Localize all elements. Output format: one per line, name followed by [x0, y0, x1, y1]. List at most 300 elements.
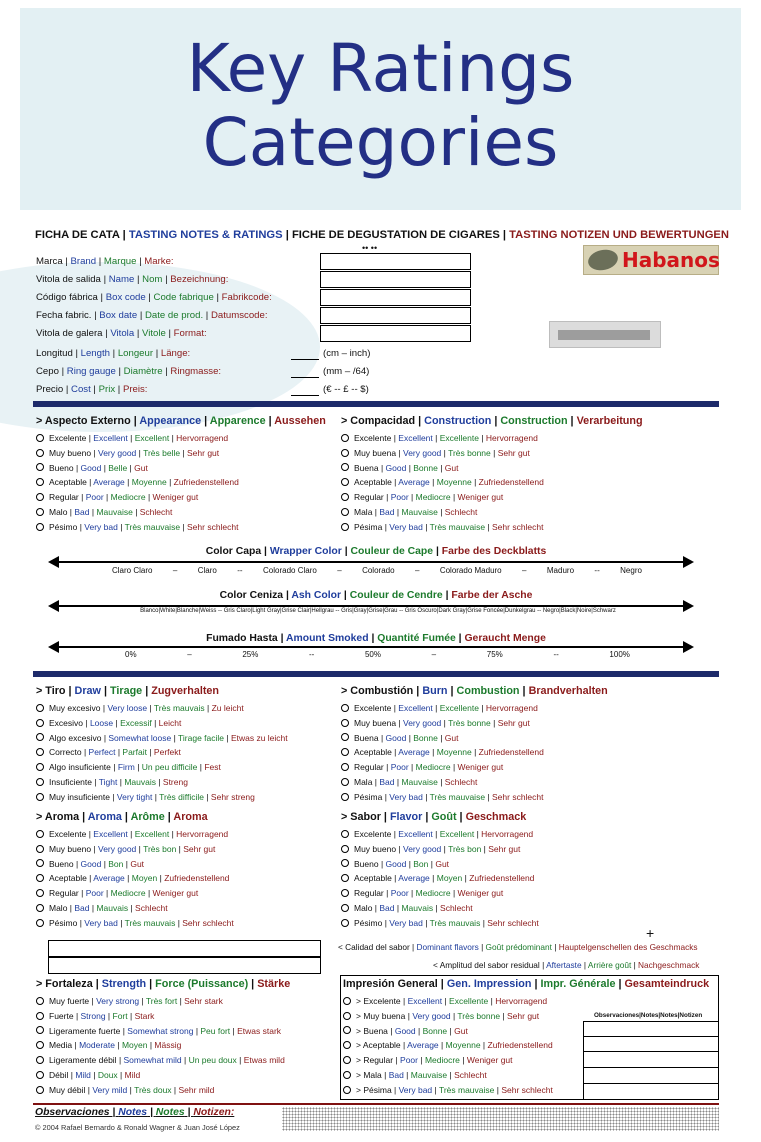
option-es: Débil	[49, 1069, 69, 1080]
option-en: Very bad	[84, 917, 118, 928]
radio-button[interactable]	[36, 763, 44, 771]
field-label-de: Fabrikcode:	[221, 292, 272, 303]
dominant-es: < Calidad del sabor	[338, 942, 410, 952]
strength-option[interactable]: Fuerte | Strong | Fort | Stark	[36, 1009, 336, 1024]
appearance-option[interactable]: Muy bueno | Very good | Très belle | Sehr gut	[36, 446, 336, 461]
construction-option[interactable]: Pésima | Very bad | Très mauvaise | Sehr schlecht	[341, 520, 721, 535]
option-es: Pésimo	[354, 917, 383, 928]
radio-button[interactable]	[341, 874, 349, 882]
general-option[interactable]: > Muy buena | Very good | Très bonne | Sehr gut	[343, 1009, 583, 1024]
option-fr: Très bon	[448, 843, 482, 854]
radio-button[interactable]	[36, 523, 44, 531]
radio-button[interactable]	[341, 748, 349, 756]
option-en: Very good	[412, 1010, 451, 1021]
strength-option[interactable]: Muy fuerte | Very strong | Très fort | Sehr stark	[36, 994, 336, 1009]
strength-option[interactable]: Media | Moderate | Moyen | Mässig	[36, 1038, 336, 1053]
field-label-de: Datumscode:	[210, 310, 268, 321]
option-de: Hervorragend	[481, 829, 534, 839]
smoked-title-es: Fumado Hasta	[206, 633, 278, 644]
option-en: Strong	[80, 1010, 106, 1021]
radio-button[interactable]	[36, 434, 44, 442]
wrapper-scale-label: Negro	[620, 566, 642, 575]
option-de: Schlecht	[139, 506, 173, 517]
aftertaste-es: < Amplitud del sabor residual	[433, 960, 540, 970]
flavor-option[interactable]: Malo | Bad | Mauvais | Schlecht	[341, 901, 721, 916]
construction-option[interactable]: Aceptable | Average | Moyenne | Zufriedenstellend	[341, 475, 721, 490]
field-input-4[interactable]	[320, 325, 471, 342]
option-fr: Belle	[108, 462, 128, 473]
field-label-en: Box code	[105, 292, 146, 303]
option-es: Muy excesivo	[49, 703, 101, 713]
option-fr: Très mauvais	[429, 917, 481, 928]
flavor-option[interactable]: Pésimo | Very bad | Très mauvais | Sehr schlecht	[341, 916, 721, 931]
notes-line-4	[583, 1083, 719, 1084]
field-input-1[interactable]	[320, 271, 471, 288]
option-es: Algo insuficiente	[49, 762, 111, 773]
option-en: Mild	[75, 1069, 91, 1080]
header-en: TASTING NOTES & RATINGS	[128, 229, 283, 241]
draw-option[interactable]: Algo insuficiente | Firm | Un peu difficile | Fest	[36, 760, 336, 775]
radio-button[interactable]	[341, 889, 349, 897]
radio-button[interactable]	[341, 778, 349, 786]
option-de: Zufriedenstellend	[469, 873, 535, 884]
radio-button[interactable]	[36, 874, 44, 882]
radio-button[interactable]	[341, 919, 349, 927]
radio-button[interactable]	[36, 793, 44, 801]
option-en: Average	[407, 1040, 439, 1051]
radio-button[interactable]	[341, 449, 349, 457]
measure-input-1[interactable]	[283, 366, 369, 378]
measure-input-2[interactable]	[283, 384, 369, 396]
aroma-option[interactable]: Malo | Bad | Mauvais | Schlecht	[36, 901, 336, 916]
radio-button[interactable]	[343, 1026, 351, 1034]
radio-button[interactable]	[341, 763, 349, 771]
field-label-es: Fecha fabric.	[36, 310, 92, 321]
option-en: Excellent	[398, 829, 433, 839]
flavor-option[interactable]: Bueno | Good | Bon | Gut	[341, 857, 721, 872]
appearance-option[interactable]: Pésimo | Very bad | Très mauvaise | Sehr schlecht	[36, 520, 336, 535]
radio-button[interactable]	[36, 748, 44, 756]
general-option[interactable]: > Aceptable | Average | Moyenne | Zufriedenstellend	[343, 1038, 583, 1053]
option-es: Aceptable	[49, 873, 87, 884]
draw-title-en: Draw	[74, 685, 101, 697]
appearance-title: > Aspecto Externo | Appearance | Apparence | Aussehen	[36, 415, 326, 427]
strength-option[interactable]: Muy débil | Very mild | Très doux | Sehr mild	[36, 1083, 336, 1098]
option-fr: Excellent	[134, 433, 170, 443]
option-de: Perfekt	[153, 747, 181, 758]
option-fr: Très bonne	[448, 717, 491, 728]
radio-button[interactable]	[341, 704, 349, 712]
option-fr: Bon	[413, 858, 429, 869]
general-option[interactable]: > Pésima | Very bad | Très mauvaise | Sehr schlecht	[343, 1083, 583, 1098]
option-de: Gut	[444, 462, 459, 473]
ash-color-scale: Blanco|White|Blanche|Weiss -- Gris Claro|Light Gray|Grise Clair|Hellgrau -- Gris|Gray|Grise|Grau -- Gris Oscuro|Dark Gray|Grise Foncée|Dunkelgrau -- Negro|Black|Noire|Schwarz	[140, 608, 616, 614]
measure-blank-line[interactable]	[291, 348, 319, 360]
radio-button[interactable]	[343, 1041, 351, 1049]
radio-button[interactable]	[36, 1071, 44, 1079]
option-de: Weniger gut	[466, 1055, 513, 1066]
radio-button[interactable]	[36, 889, 44, 897]
strength-option[interactable]: Ligeramente fuerte | Somewhat strong | Peu fort | Etwas stark	[36, 1024, 336, 1039]
option-es: Regular	[49, 492, 79, 503]
copyright: © 2004 Rafael Bernardo & Ronald Wagner & Juan José López	[35, 1123, 240, 1132]
construction-title-fr: Construction	[500, 415, 568, 427]
field-label-es: Vitola de salida	[36, 274, 101, 285]
aroma-title-de: Aroma	[173, 811, 208, 823]
option-fr: Excellente	[449, 996, 489, 1006]
option-fr: Mauvaise	[410, 1069, 448, 1080]
wrapper-color-scale	[112, 566, 642, 575]
burn-option[interactable]: Excelente | Excellent | Excellente | Hervorragend	[341, 701, 721, 716]
smoked-arrow-right-icon	[683, 641, 694, 653]
aroma-section	[36, 811, 336, 931]
smoked-scale-label: --	[553, 650, 559, 659]
draw-option[interactable]: Algo excesivo | Somewhat loose | Tirage facile | Etwas zu leicht	[36, 731, 336, 746]
radio-button[interactable]	[36, 778, 44, 786]
radio-button[interactable]	[343, 1071, 351, 1079]
header-es: FICHA DE CATA	[35, 229, 120, 241]
observations-field[interactable]	[282, 1107, 719, 1131]
radio-button[interactable]	[343, 1056, 351, 1064]
radio-button[interactable]	[36, 919, 44, 927]
aroma-option[interactable]: Bueno | Good | Bon | Gut	[36, 857, 336, 872]
ash-title-fr: Couleur de Cendre	[349, 590, 443, 601]
draw-section	[36, 685, 336, 805]
smoked-title-de: Geraucht Menge	[464, 633, 546, 644]
option-en: Bad	[379, 902, 395, 913]
option-fr: Très mauvais	[124, 917, 176, 928]
draw-title-es: > Tiro	[36, 685, 66, 697]
option-en: Very bad	[398, 1084, 433, 1095]
measure-unit: (mm – /64)	[323, 366, 370, 377]
ash-title-en: Ash Color	[291, 590, 342, 601]
radio-button[interactable]	[341, 493, 349, 501]
option-fr: Mauvais	[401, 902, 434, 913]
option-en: Very bad	[84, 521, 118, 532]
cigar-band-inner	[558, 330, 650, 340]
appearance-option[interactable]: Aceptable | Average | Moyenne | Zufriedenstellend	[36, 475, 336, 490]
field-label-de: Bezeichnung:	[170, 274, 229, 285]
option-de: Sehr gut	[497, 717, 530, 728]
field-label-fr: Marque	[103, 256, 137, 267]
option-de: Etwas zu leicht	[230, 732, 288, 743]
wrapper-scale-label: Colorado	[362, 566, 395, 575]
field-input-0[interactable]	[320, 253, 471, 270]
field-label-fr: Date de prod.	[145, 310, 204, 321]
field-label-en: Name	[108, 274, 135, 285]
radio-button[interactable]	[36, 1012, 44, 1020]
option-fr: Doux	[97, 1069, 118, 1080]
measure-blank-line[interactable]	[291, 366, 319, 378]
option-es: > Regular	[356, 1055, 394, 1066]
appearance-option[interactable]: Malo | Bad | Mauvaise | Schlecht	[36, 505, 336, 520]
option-fr: Un peu difficile	[141, 762, 198, 773]
radio-button[interactable]	[36, 1041, 44, 1049]
option-es: Excesivo	[49, 717, 84, 728]
radio-button[interactable]	[36, 733, 44, 741]
option-en: Excellent	[398, 703, 433, 713]
aroma-option[interactable]: Regular | Poor | Mediocre | Weniger gut	[36, 886, 336, 901]
radio-button[interactable]	[36, 904, 44, 912]
radio-button[interactable]	[341, 733, 349, 741]
option-fr: Tirage facile	[178, 732, 224, 743]
burn-option[interactable]: Pésima | Very bad | Très mauvaise | Sehr schlecht	[341, 790, 721, 805]
burn-title-fr: Combustion	[456, 685, 520, 697]
radio-button[interactable]	[36, 463, 44, 471]
option-fr: Mauvais	[96, 902, 129, 913]
title-banner	[20, 8, 741, 210]
radio-button[interactable]	[343, 997, 351, 1005]
option-fr: Excellent	[439, 829, 475, 839]
radio-button[interactable]	[341, 845, 349, 853]
option-es: Mala	[354, 776, 373, 787]
option-fr: Mediocre	[415, 762, 451, 773]
option-fr: Mauvaise	[96, 506, 133, 517]
option-es: > Mala	[356, 1069, 382, 1080]
option-de: Zufriedenstellend	[478, 747, 544, 758]
option-fr: Parfait	[122, 747, 147, 758]
radio-button[interactable]	[341, 508, 349, 516]
option-fr: Mediocre	[110, 492, 146, 503]
option-de: Hervorragend	[495, 996, 548, 1006]
wrapper-arrow-line	[56, 561, 689, 563]
option-en: Tight	[98, 776, 118, 787]
smoked-arrow-line	[56, 646, 689, 648]
general-option[interactable]: > Excelente | Excellent | Excellente | Hervorragend	[343, 994, 583, 1009]
observations-rule	[33, 1103, 719, 1105]
measure-unit: (€ -- £ -- $)	[323, 384, 369, 395]
appearance-title-es: > Aspecto Externo	[36, 415, 131, 427]
measure-blank-line[interactable]	[291, 384, 319, 396]
construction-option[interactable]: Muy buena | Very good | Très bonne | Sehr gut	[341, 446, 721, 461]
radio-button[interactable]	[36, 478, 44, 486]
appearance-option[interactable]: Regular | Poor | Mediocre | Weniger gut	[36, 490, 336, 505]
aftertaste-field[interactable]	[48, 957, 321, 974]
option-es: Regular	[49, 888, 79, 899]
draw-option[interactable]: Insuficiente | Tight | Mauvais | Streng	[36, 775, 336, 790]
page-title-line-2: Categories	[202, 104, 559, 181]
general-notes-header: Observaciones|Notes|Notes|Notizen	[594, 1012, 703, 1019]
option-en: Very good	[403, 717, 442, 728]
option-fr: Très fort	[145, 996, 178, 1006]
option-en: Firm	[117, 762, 135, 773]
option-de: Fest	[204, 762, 221, 773]
smoked-scale-label: 0%	[125, 650, 137, 659]
aftertaste-fr: Arrière goût	[587, 960, 632, 970]
radio-button[interactable]	[36, 1026, 44, 1034]
appearance-option[interactable]: Bueno | Good | Belle | Gut	[36, 461, 336, 476]
option-fr: Bonne	[422, 1025, 448, 1036]
construction-option[interactable]: Regular | Poor | Mediocre | Weniger gut	[341, 490, 721, 505]
radio-button[interactable]	[36, 1086, 44, 1094]
option-es: Excelente	[49, 829, 87, 839]
burn-title-es: > Combustión	[341, 685, 414, 697]
smoked-scale-label: –	[431, 650, 437, 659]
option-es: > Buena	[356, 1025, 388, 1036]
option-de: Stark	[134, 1010, 155, 1021]
section-divider-top	[33, 401, 719, 407]
option-fr: Moyenne	[131, 477, 167, 488]
observations-fr: Notes	[155, 1107, 185, 1118]
notes-line-2	[583, 1051, 719, 1052]
option-es: Muy débil	[49, 1084, 86, 1095]
radio-button[interactable]	[36, 493, 44, 501]
option-en: Excellent	[398, 433, 433, 443]
option-es: Pésima	[354, 521, 383, 532]
double-dot-mark: •• ••	[362, 243, 378, 253]
option-es: Aceptable	[49, 477, 87, 488]
field-label-fr: Code fabrique	[153, 292, 214, 303]
flavor-option[interactable]: Excelente | Excellent | Excellent | Hervorragend	[341, 827, 721, 842]
option-en: Average	[398, 477, 430, 488]
strength-option[interactable]: Débil | Mild | Doux | Mild	[36, 1068, 336, 1083]
measure-row-1: Cepo | Ring gauge | Diamètre | Ringmasse:	[36, 366, 222, 377]
cigar-band-gauge	[549, 321, 661, 348]
appearance-title-en: Appearance	[139, 415, 202, 427]
option-de: Sehr schlecht	[492, 521, 544, 532]
radio-button[interactable]	[36, 830, 44, 838]
general-option[interactable]: > Buena | Good | Bonne | Gut	[343, 1024, 583, 1039]
option-de: Etwas stark	[237, 1025, 282, 1036]
radio-button[interactable]	[36, 449, 44, 457]
radio-button[interactable]	[341, 719, 349, 727]
radio-button[interactable]	[341, 523, 349, 531]
radio-button[interactable]	[341, 859, 349, 867]
option-es: Correcto	[49, 747, 82, 758]
radio-button[interactable]	[341, 434, 349, 442]
radio-button[interactable]	[36, 859, 44, 867]
flavor-option[interactable]: Aceptable | Average | Moyen | Zufriedenstellend	[341, 871, 721, 886]
option-de: Gut	[134, 462, 148, 473]
burn-option[interactable]: Buena | Good | Bonne | Gut	[341, 731, 721, 746]
draw-option[interactable]: Correcto | Perfect | Parfait | Perfekt	[36, 745, 336, 760]
appearance-option[interactable]: Excelente | Excellent | Excellent | Hervorragend	[36, 431, 336, 446]
radio-button[interactable]	[36, 1056, 44, 1064]
radio-button[interactable]	[36, 845, 44, 853]
radio-button[interactable]	[343, 1086, 351, 1094]
general-title: Impresión General | Gen. Impression | Impr. Générale | Gesamteindruck	[343, 978, 710, 990]
option-es: Regular	[354, 888, 384, 899]
field-input-3[interactable]	[320, 307, 471, 324]
radio-button[interactable]	[341, 463, 349, 471]
option-es: Ligeramente fuerte	[49, 1025, 121, 1036]
radio-button[interactable]	[36, 719, 44, 727]
option-de: Zu leicht	[211, 703, 244, 713]
general-option[interactable]: > Regular | Poor | Mediocre | Weniger gut	[343, 1053, 583, 1068]
option-fr: Moyenne	[445, 1040, 481, 1051]
option-en: Good	[80, 462, 102, 473]
dominant-flavors-field[interactable]	[48, 940, 321, 957]
option-es: Aceptable	[354, 873, 392, 884]
field-input-2[interactable]	[320, 289, 471, 306]
draw-option[interactable]: Excesivo | Loose | Excessif | Leicht	[36, 716, 336, 731]
radio-button[interactable]	[36, 508, 44, 516]
option-de: Schlecht	[454, 1069, 487, 1080]
radio-button[interactable]	[341, 830, 349, 838]
observations-de: Notizen:	[193, 1107, 235, 1118]
field-label-es: Código fábrica	[36, 292, 98, 303]
radio-button[interactable]	[36, 997, 44, 1005]
option-fr: Peu fort	[200, 1025, 231, 1036]
option-en: Average	[93, 873, 125, 884]
option-es: Buena	[354, 462, 379, 473]
option-de: Weniger gut	[152, 492, 199, 503]
option-en: Very good	[98, 843, 137, 854]
option-fr: Mauvaise	[401, 506, 438, 517]
radio-button[interactable]	[36, 704, 44, 712]
option-de: Schlecht	[135, 902, 168, 913]
burn-option[interactable]: Aceptable | Average | Moyenne | Zufriedenstellend	[341, 745, 721, 760]
field-label-de: Marke:	[144, 256, 174, 267]
option-es: Malo	[354, 902, 373, 913]
smoked-scale-label: –	[187, 650, 192, 659]
aroma-option[interactable]: Aceptable | Average | Moyen | Zufriedenstellend	[36, 871, 336, 886]
option-fr: Mediocre	[424, 1055, 460, 1066]
option-de: Sehr gut	[183, 843, 216, 854]
measure-label-fr: Prix	[98, 384, 116, 395]
option-de: Schlecht	[444, 506, 478, 517]
radio-button[interactable]	[341, 904, 349, 912]
option-de: Schlecht	[440, 902, 473, 913]
option-fr: Bonne	[413, 732, 438, 743]
radio-button[interactable]	[341, 793, 349, 801]
strength-option[interactable]: Ligeramente débil | Somewhat mild | Un peu doux | Etwas mild	[36, 1053, 336, 1068]
burn-option[interactable]: Muy buena | Very good | Très bonne | Sehr gut	[341, 716, 721, 731]
construction-option[interactable]: Buena | Good | Bonne | Gut	[341, 461, 721, 476]
option-es: > Pésima	[356, 1084, 392, 1095]
measure-input-0[interactable]	[283, 348, 370, 360]
draw-option[interactable]: Muy excesivo | Very loose | Très mauvais | Zu leicht	[36, 701, 336, 716]
general-option[interactable]: > Mala | Bad | Mauvaise | Schlecht	[343, 1068, 583, 1083]
wrapper-title-de: Farbe des Deckblatts	[441, 546, 547, 557]
option-fr: Un peu doux	[188, 1055, 237, 1066]
option-fr: Excellent	[134, 829, 170, 839]
smoked-scale-label: 50%	[364, 650, 381, 659]
option-de: Schlecht	[444, 776, 478, 787]
option-es: Muy fuerte	[49, 996, 90, 1006]
flavor-option[interactable]: Muy bueno | Very good | Très bon | Sehr gut	[341, 842, 721, 857]
flavor-option[interactable]: Regular | Poor | Mediocre | Weniger gut	[341, 886, 721, 901]
measure-label-en: Length	[80, 348, 110, 359]
aroma-option[interactable]: Pésimo | Very bad | Très mauvais | Sehr schlecht	[36, 916, 336, 931]
option-fr: Mediocre	[415, 888, 451, 899]
radio-button[interactable]	[341, 478, 349, 486]
construction-title-en: Construction	[424, 415, 492, 427]
burn-option[interactable]: Mala | Bad | Mauvaise | Schlecht	[341, 775, 721, 790]
option-es: Regular	[354, 762, 384, 773]
construction-option[interactable]: Excelente | Excellent | Excellente | Hervorragend	[341, 431, 721, 446]
aftertaste-en: Aftertaste	[546, 960, 582, 970]
radio-button[interactable]	[343, 1012, 351, 1020]
option-en: Bad	[74, 902, 90, 913]
option-en: Very bad	[389, 917, 423, 928]
burn-title: > Combustión | Burn | Combustion | Brandverhalten	[341, 685, 608, 697]
plus-icon: +	[646, 925, 655, 941]
option-en: Bad	[388, 1069, 404, 1080]
notes-line-3	[583, 1067, 719, 1068]
construction-option[interactable]: Mala | Bad | Mauvaise | Schlecht	[341, 505, 721, 520]
general-notes-box[interactable]	[583, 1021, 719, 1100]
draw-title-de: Zugverhalten	[151, 685, 220, 697]
option-en: Bad	[74, 506, 90, 517]
draw-option[interactable]: Muy insuficiente | Very tight | Très difficile | Sehr streng	[36, 790, 336, 805]
option-en: Good	[80, 858, 102, 869]
field-label-en: Box date	[99, 310, 138, 321]
field-label-fr: Nom	[142, 274, 163, 285]
aroma-option[interactable]: Muy bueno | Very good | Très bon | Sehr gut	[36, 842, 336, 857]
burn-option[interactable]: Regular | Poor | Mediocre | Weniger gut	[341, 760, 721, 775]
aroma-option[interactable]: Excelente | Excellent | Excellent | Hervorragend	[36, 827, 336, 842]
